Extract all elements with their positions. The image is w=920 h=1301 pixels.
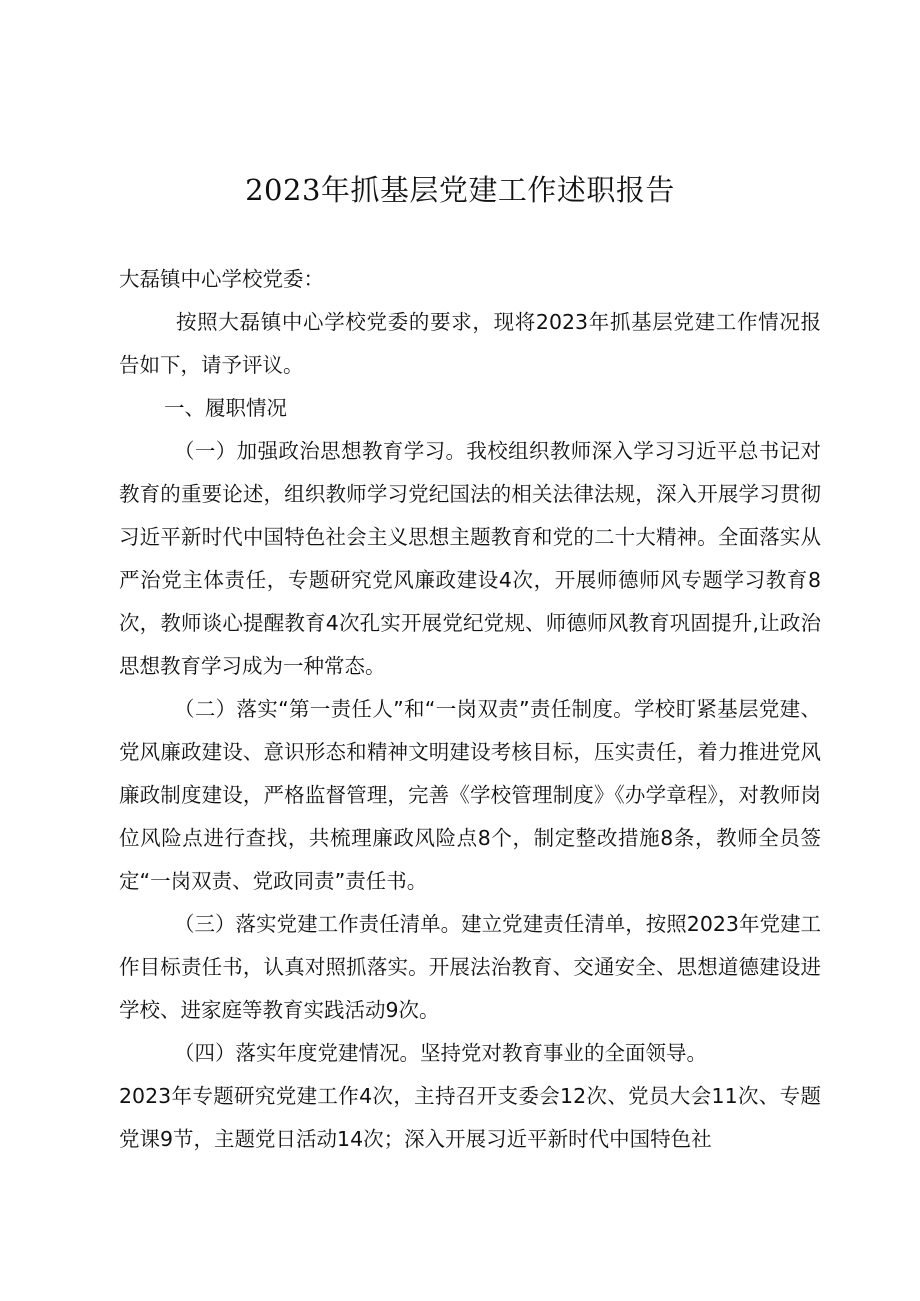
paragraph-4-body: 2023年专题研究党建工作4次，主持召开支委会12次、党员大会11次、专题党课9节，主题党日活动14次；深入开展习近平新时代中国特色社: [119, 1084, 821, 1151]
salutation: 大磊镇中心学校党委：: [119, 267, 324, 291]
intro-paragraph: 按照大磊镇中心学校党委的要求，现将2023年抓基层党建工作情况报告如下，请予评议。: [119, 310, 821, 377]
document-title: 2023年抓基层党建工作述职报告: [245, 173, 675, 207]
section-heading: 一、履职情况: [164, 396, 287, 420]
paragraph-1: （一）加强政治思想教育学习。我校组织教师深入学习习近平总书记对教育的重要论述，组织教师学习党纪国法的相关法律法规，深入开展学习贯彻习近平新时代中国特色社会主义思想主题教育和党的二十大精神。全面落实从严治党主体责任，专题研究党风廉政建设4次，开展师德师风专题学习教育8次，教师谈心提醒教育4次孔实开展党纪党规、师德师风教育巩固提升,让政治思想教育学习成为一种常态。: [119, 439, 821, 678]
paragraph-2: （二）落实“第一责任人”和“一岗双责”责任制度。学校盯紧基层党建、党风廉政建设、意识形态和精神文明建设考核目标，压实责任，着力推进党风廉政制度建设，严格监督管理，完善《学校管理制度》《办学章程》，对教师岗位风险点进行查找，共梳理廉政风险点8个，制定整改措施8条，教师全员签定“一岗双责、党政同责”责任书。: [119, 697, 821, 893]
document-body: [119, 258, 821, 1161]
paragraph-3: （三）落实党建工作责任清单。建立党建责任清单，按照2023年党建工作目标责任书，认真对照抓落实。开展法治教育、交通安全、思想道德建设进学校、进家庭等教育实践活动9次。: [119, 912, 821, 1022]
paragraph-4-heading: （四）落实年度党建情况。坚持党对教育事业的全面领导。: [174, 1041, 707, 1065]
